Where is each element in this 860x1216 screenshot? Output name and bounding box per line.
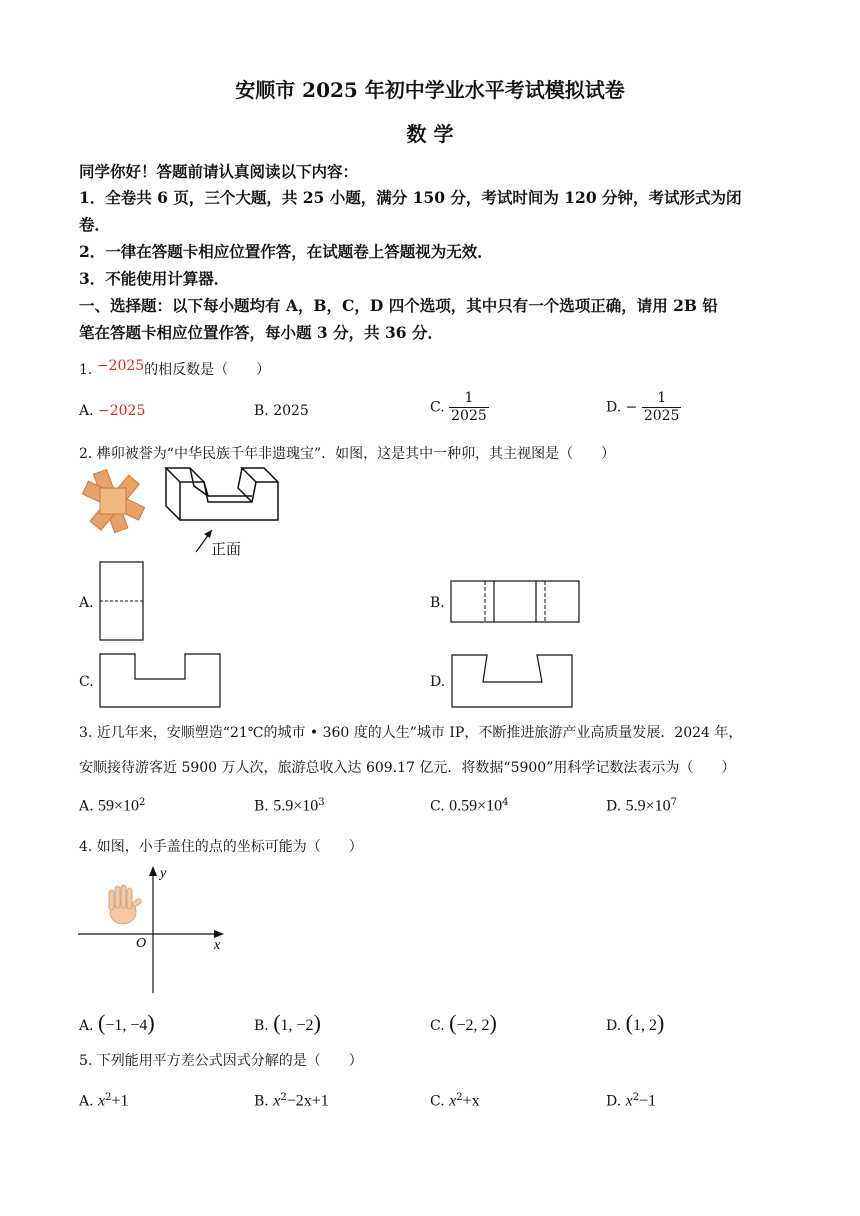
q5-option-a[interactable] xyxy=(79,1092,129,1111)
q2-option-a-figure[interactable] xyxy=(99,561,145,642)
option-label: A. xyxy=(79,798,94,815)
exponent: 4 xyxy=(502,797,509,808)
option-value: 59×10 xyxy=(98,797,140,815)
option-label: B. xyxy=(254,1093,269,1110)
question-4-stem: 4. 如图，小手盖住的点的坐标可能为（ ） xyxy=(79,839,363,855)
q4-option-d[interactable]: D. (1, 2) xyxy=(606,1010,665,1035)
variable: x xyxy=(273,1092,281,1110)
option-label: B. xyxy=(254,798,269,815)
variable: x xyxy=(449,1092,457,1110)
option-label: C. xyxy=(430,1018,445,1034)
option-value: 2025 xyxy=(273,403,309,419)
option-label: D. xyxy=(606,1093,622,1110)
q2-option-b-label[interactable]: B. xyxy=(430,595,445,611)
q2-option-b-figure[interactable] xyxy=(450,580,581,624)
subject-title: 数 学 xyxy=(406,122,454,146)
q2-option-d-figure[interactable] xyxy=(451,654,575,709)
exponent: 2 xyxy=(456,1092,463,1103)
wooden-puzzle-photo xyxy=(78,466,150,538)
q1-option-d[interactable] xyxy=(606,390,681,425)
q1-option-c[interactable] xyxy=(430,390,489,425)
option-label: A. xyxy=(79,403,94,419)
q2-option-c-figure[interactable] xyxy=(99,653,222,709)
q3-option-c[interactable] xyxy=(430,797,509,816)
origin-label: O xyxy=(136,936,147,951)
exponent: 7 xyxy=(670,797,678,808)
option-value: −1, −4 xyxy=(105,1017,148,1034)
instruction-1: 1．全卷共 6 页，三个大题，共 25 小题，满分 150 分，考试时间为 120 分钟，考试形式为闭 xyxy=(79,188,742,207)
option-value: −2, 2 xyxy=(456,1017,490,1034)
exponent: 2 xyxy=(105,1092,112,1103)
question-2-stem: 2. 榫卯被誉为“中华民族千年非遗瑰宝”．如图，这是其中一种卯，其主视图是（ ） xyxy=(79,446,616,462)
option-label: C. xyxy=(430,798,445,815)
question-1-stem xyxy=(79,359,270,379)
minus-sign: − xyxy=(625,399,638,416)
q1-option-a[interactable] xyxy=(79,403,145,419)
q5-option-c[interactable] xyxy=(430,1092,480,1111)
question-5-stem: 5. 下列能用平方差公式因式分解的是（ ） xyxy=(79,1053,363,1069)
highlighted-number: −2025 xyxy=(96,358,145,374)
front-label: 正面 xyxy=(211,540,242,558)
question-number: 1. xyxy=(79,362,93,378)
option-label: A. xyxy=(79,1018,94,1034)
option-label: B. xyxy=(254,1018,269,1034)
option-label: A. xyxy=(79,1093,94,1110)
variable: x xyxy=(98,1092,106,1110)
page-title: 安顺市 2025 年初中学业水平考试模拟试卷 xyxy=(235,78,625,102)
section-heading: 一、选择题：以下每小题均有 A，B，C，D 四个选项，其中只有一个选项正确，请用 2B 铅 xyxy=(79,296,718,315)
x-axis-label: x xyxy=(214,938,221,953)
numerator: 1 xyxy=(657,390,667,406)
q4-option-a[interactable]: A. (−1, −4) xyxy=(79,1010,155,1035)
option-value: 1, 2 xyxy=(632,1017,657,1034)
hand-icon xyxy=(109,885,142,924)
q2-option-a-label[interactable]: A. xyxy=(79,595,94,611)
option-label: D. xyxy=(606,399,622,416)
q5-option-b[interactable] xyxy=(254,1092,329,1111)
option-label: D. xyxy=(606,798,622,815)
exponent: 2 xyxy=(280,1092,287,1103)
instruction-2: 2．一律在答题卡相应位置作答，在试题卷上答题视为无效． xyxy=(79,242,493,261)
q3-option-a[interactable] xyxy=(79,797,145,816)
option-value: −2x+1 xyxy=(286,1092,329,1110)
option-value: −2025 xyxy=(98,403,146,419)
x-axis-arrow-icon xyxy=(214,930,224,938)
option-value: +x xyxy=(462,1092,480,1110)
q2-option-d-label[interactable]: D. xyxy=(430,674,446,690)
q3-option-d[interactable] xyxy=(606,797,677,816)
q4-option-c[interactable]: C. (−2, 2) xyxy=(430,1010,497,1035)
option-value: 5.9×10 xyxy=(273,797,319,815)
coordinate-plane xyxy=(76,862,230,996)
question-3-stem-line1: 3. 近几年来，安顺塑造“21℃的城市 • 360 度的人生”城市 IP，不断推进旅游产业高质量发展．2024 年， xyxy=(79,725,743,741)
denominator: 2025 xyxy=(451,408,487,424)
option-value: 5.9×10 xyxy=(625,797,671,815)
q3-option-b[interactable] xyxy=(254,797,325,816)
exponent: 2 xyxy=(139,797,146,808)
denominator: 2025 xyxy=(643,408,680,424)
numerator: 1 xyxy=(464,390,474,406)
q2-option-c-label[interactable]: C. xyxy=(79,674,94,690)
option-label: B. xyxy=(254,403,269,419)
option-label: D. xyxy=(606,1018,622,1034)
q5-option-d[interactable] xyxy=(606,1092,656,1111)
option-value: 1, −2 xyxy=(280,1017,314,1034)
option-label: C. xyxy=(430,399,445,416)
question-3-stem-line2: 安顺接待游客近 5900 万人次，旅游总收入达 609.17 亿元．将数据“5900”用科学记数法表示为（ ） xyxy=(79,760,736,776)
y-axis-label: y xyxy=(160,866,167,881)
fraction xyxy=(449,390,489,425)
option-value: 0.59×10 xyxy=(449,797,503,815)
instruction-3: 3．不能使用计算器． xyxy=(79,269,230,288)
option-value: −1 xyxy=(639,1092,657,1110)
q4-option-b[interactable]: B. (1, −2) xyxy=(254,1010,321,1035)
question-text: 的相反数是（ ） xyxy=(144,362,271,378)
section-heading-cont: 笔在答题卡相应位置作答，每小题 3 分，共 36 分． xyxy=(79,323,443,342)
y-axis-arrow-icon xyxy=(149,866,157,876)
instruction-1-cont: 卷． xyxy=(79,215,111,234)
q1-option-b[interactable] xyxy=(254,403,309,419)
option-label: C. xyxy=(430,1093,445,1110)
option-value: +1 xyxy=(111,1092,129,1110)
fraction xyxy=(642,390,682,425)
exponent: 3 xyxy=(318,797,325,808)
instructions-greeting: 同学你好！答题前请认真阅读以下内容： xyxy=(79,162,359,181)
variable: x xyxy=(625,1092,633,1110)
exponent: 2 xyxy=(632,1092,640,1103)
